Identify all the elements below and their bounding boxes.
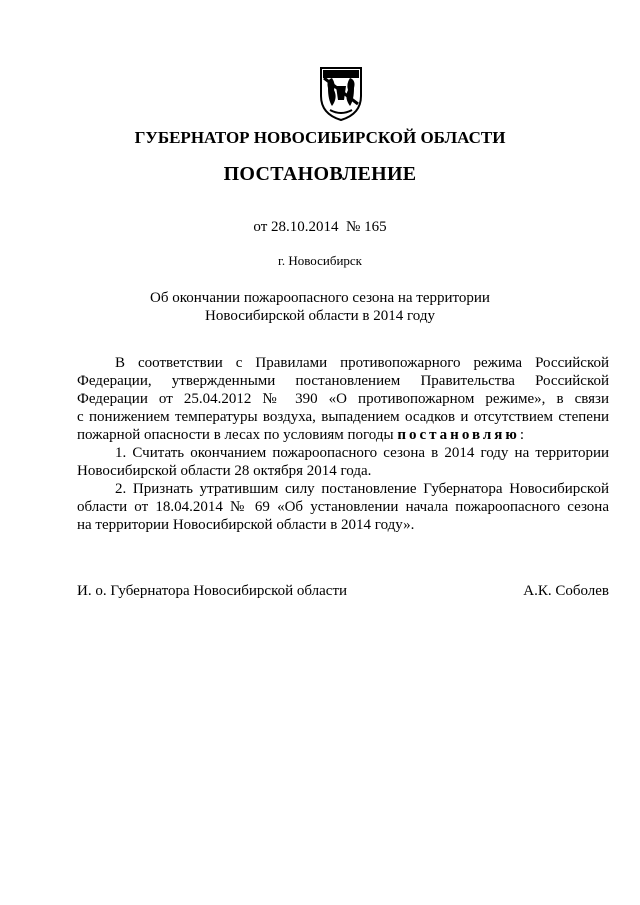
- body-line: Федерации, утвержденными постановлением Правительства Российской: [77, 373, 609, 389]
- decree-colon: :: [519, 427, 525, 443]
- decree-keyword: постановляю: [397, 427, 520, 443]
- document-date: 28.10.2014: [271, 219, 339, 235]
- document-number: № 165: [346, 219, 387, 235]
- subject-line-1: Об окончании пожароопасного сезона на территории: [150, 290, 490, 306]
- document-date-number: [0, 219, 640, 236]
- coat-of-arms-icon: [316, 60, 366, 122]
- document-city: г. Новосибирск: [277, 253, 362, 268]
- body-line: В соответствии с Правилами противопожарного режима Российской: [115, 355, 609, 371]
- body-line: 1. Считать окончанием пожароопасного сезона в 2014 году на территории: [115, 445, 609, 461]
- body-line: области от 18.04.2014 № 69 «Об установлении начала пожароопасного сезона: [77, 499, 609, 515]
- organization-title: ГУБЕРНАТОР НОВОСИБИРСКОЙ ОБЛАСТИ: [134, 128, 506, 147]
- document-subject: [0, 289, 640, 325]
- body-line: на территории Новосибирской области в 2014 году».: [77, 517, 415, 533]
- body-line-decree: [77, 426, 609, 444]
- document-type: ПОСТАНОВЛЕНИЕ: [223, 163, 417, 185]
- signatory-name: А.К. Соболев: [523, 583, 609, 599]
- date-prefix: от: [253, 219, 268, 235]
- signatory-position: И. о. Губернатора Новосибирской области: [77, 583, 348, 599]
- body-line: 2. Признать утратившим силу постановление Губернатора Новосибирской: [115, 481, 609, 497]
- body-line: с понижением температуры воздуха, выпадением осадков и отсутствием степени: [77, 409, 609, 425]
- body-line-text: пожарной опасности в лесах по условиям погоды: [77, 427, 394, 443]
- body-line: Федерации от 25.04.2012 № 390 «О противопожарном режиме», в связи: [77, 391, 609, 407]
- document-body: [77, 354, 609, 534]
- subject-line-2: Новосибирской области в 2014 году: [205, 308, 435, 324]
- body-line: Новосибирской области 28 октября 2014 года.: [77, 463, 372, 479]
